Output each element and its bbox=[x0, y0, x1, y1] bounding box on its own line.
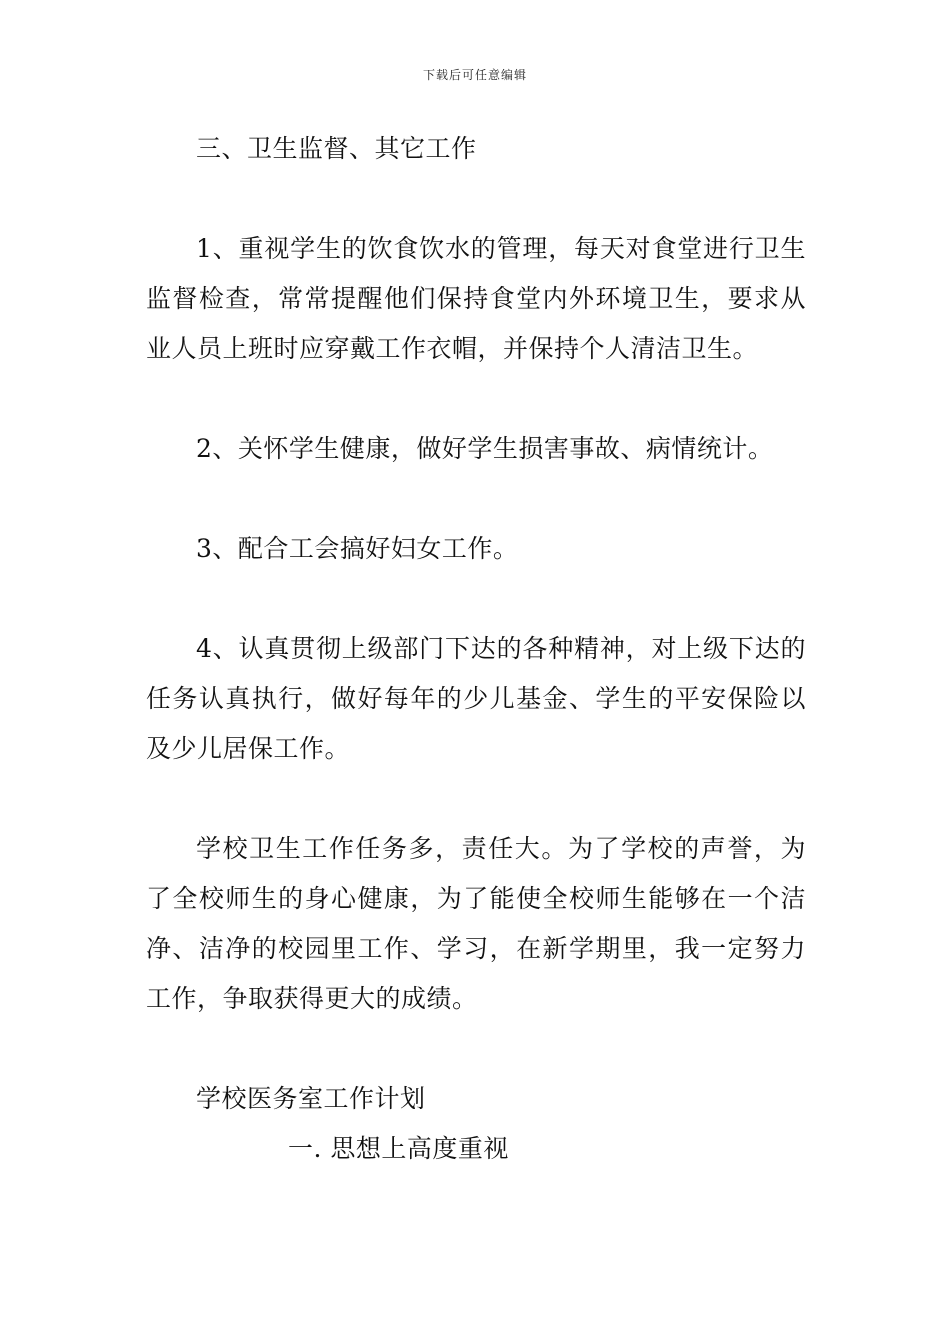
paragraph-gap bbox=[146, 574, 806, 624]
paragraph-gap bbox=[146, 774, 806, 824]
sub-heading-1: 一. 思想上高度重视 bbox=[288, 1134, 509, 1163]
paragraph-gap bbox=[146, 474, 806, 524]
item-3-paragraph: 3、配合工会搞好妇女工作。 bbox=[196, 534, 519, 563]
paragraph-gap bbox=[146, 374, 806, 424]
page-header-note: 下载后可任意编辑 bbox=[422, 68, 527, 82]
paragraph-gap bbox=[146, 174, 806, 224]
section-heading-3: 三、卫生监督、其它工作 bbox=[196, 134, 477, 163]
item-1-paragraph: 1、重视学生的饮食饮水的管理，每天对食堂进行卫生监督检查，常常提醒他们保持食堂内外环境卫生，要求从业人员上班时应穿戴工作衣帽，并保持个人清洁卫生。 bbox=[146, 234, 806, 363]
document-body bbox=[146, 124, 806, 1174]
item-4-paragraph: 4、认真贯彻上级部门下达的各种精神，对上级下达的任务认真执行，做好每年的少儿基金、学生的平安保险以及少儿居保工作。 bbox=[146, 634, 806, 763]
document-title: 学校医务室工作计划 bbox=[196, 1084, 426, 1113]
paragraph-gap bbox=[146, 1024, 806, 1074]
conclusion-paragraph: 学校卫生工作任务多，责任大。为了学校的声誉，为了全校师生的身心健康，为了能使全校师生能够在一个洁净、洁净的校园里工作、学习，在新学期里，我一定努力工作，争取获得更大的成绩。 bbox=[146, 834, 806, 1013]
item-2-paragraph: 2、关怀学生健康，做好学生损害事故、病情统计。 bbox=[196, 434, 774, 463]
